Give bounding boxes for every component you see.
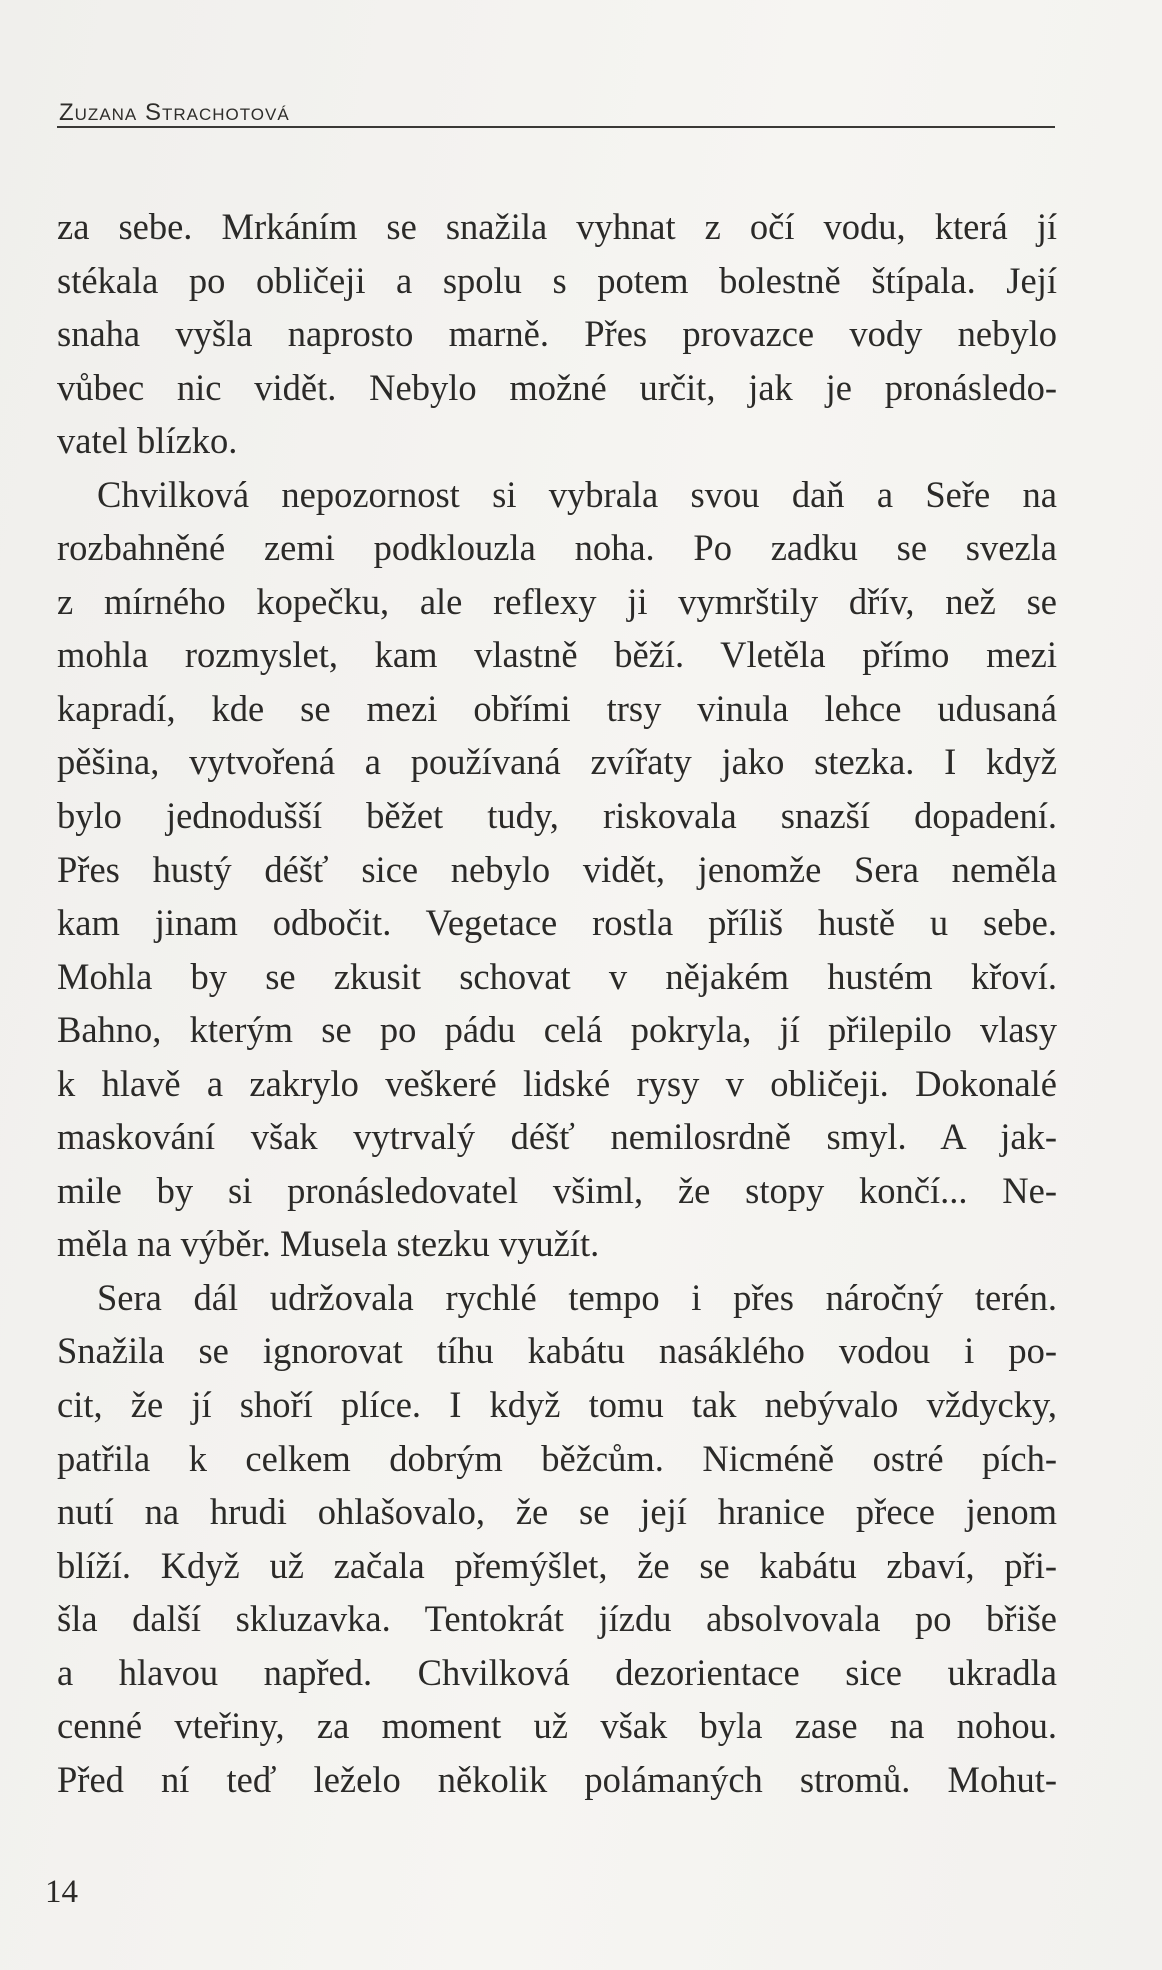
text-line: cenné vteřiny, za moment už však byla zase na nohou. (57, 1705, 1057, 1747)
text-line: Před ní teď leželo několik polámaných stromů. Mohut- (57, 1758, 1057, 1800)
text-line: rozbahněné zemi podklouzla noha. Po zadku se svezla (57, 527, 1057, 569)
page-number: 14 (45, 1874, 78, 1910)
body-text (57, 200, 1057, 1806)
text-line: mohla rozmyslet, kam vlastně běží. Vletěla přímo mezi (57, 634, 1057, 676)
text-line: mile by si pronásledovatel všiml, že stopy končí... Ne- (57, 1169, 1057, 1211)
text-line: k hlavě a zakrylo veškeré lidské rysy v obličeji. Dokonalé (57, 1062, 1057, 1104)
text-line: Chvilková nepozornost si vybrala svou daň a Seře na (97, 473, 1057, 515)
text-line: kam jinam odbočit. Vegetace rostla příliš hustě u sebe. (57, 902, 1057, 944)
text-line: kapradí, kde se mezi obřími trsy vinula lehce udusaná (57, 687, 1057, 729)
text-line: snaha vyšla naprosto marně. Přes provazce vody nebylo (57, 313, 1057, 355)
text-line: z mírného kopečku, ale reflexy ji vymrštily dřív, než se (57, 580, 1057, 622)
text-line: měla na výběr. Musela stezku využít. (57, 1223, 600, 1265)
text-line: nutí na hrudi ohlašovalo, že se její hranice přece jenom (57, 1491, 1057, 1533)
text-line: Mohla by se zkusit schovat v nějakém hustém křoví. (57, 955, 1057, 997)
running-header (57, 99, 1055, 128)
text-line: Sera dál udržovala rychlé tempo i přes náročný terén. (97, 1276, 1057, 1318)
text-line: maskování však vytrvalý déšť nemilosrdně smyl. A jak- (57, 1116, 1057, 1158)
text-line: cit, že jí shoří plíce. I když tomu tak nebývalo vždycky, (57, 1384, 1057, 1426)
text-line: za sebe. Mrkáním se snažila vyhnat z očí vodu, která jí (57, 206, 1057, 247)
text-line: stékala po obličeji a spolu s potem bolestně štípala. Její (57, 259, 1057, 301)
text-line: blíží. Když už začala přemýšlet, že se kabátu zbaví, při- (57, 1544, 1057, 1586)
author-name: Zuzana Strachotová (59, 99, 290, 126)
text-line: vatel blízko. (57, 420, 238, 462)
text-line: Snažila se ignorovat tíhu kabátu nasáklého vodou i po- (57, 1330, 1057, 1372)
text-line: Bahno, kterým se po pádu celá pokryla, jí přilepilo vlasy (57, 1009, 1057, 1051)
text-line: patřila k celkem dobrým běžcům. Nicméně ostré pích- (57, 1437, 1057, 1479)
text-line: bylo jednodušší běžet tudy, riskovala snazší dopadení. (57, 795, 1057, 837)
text-line: pěšina, vytvořená a používaná zvířaty jako stezka. I když (57, 741, 1057, 783)
text-line: šla další skluzavka. Tentokrát jízdu absolvovala po břiše (57, 1598, 1057, 1640)
text-line: Přes hustý déšť sice nebylo vidět, jenomže Sera neměla (57, 848, 1057, 890)
text-line: a hlavou napřed. Chvilková dezorientace sice ukradla (57, 1651, 1057, 1693)
text-line: vůbec nic vidět. Nebylo možné určit, jak je pronásledo- (57, 366, 1057, 408)
